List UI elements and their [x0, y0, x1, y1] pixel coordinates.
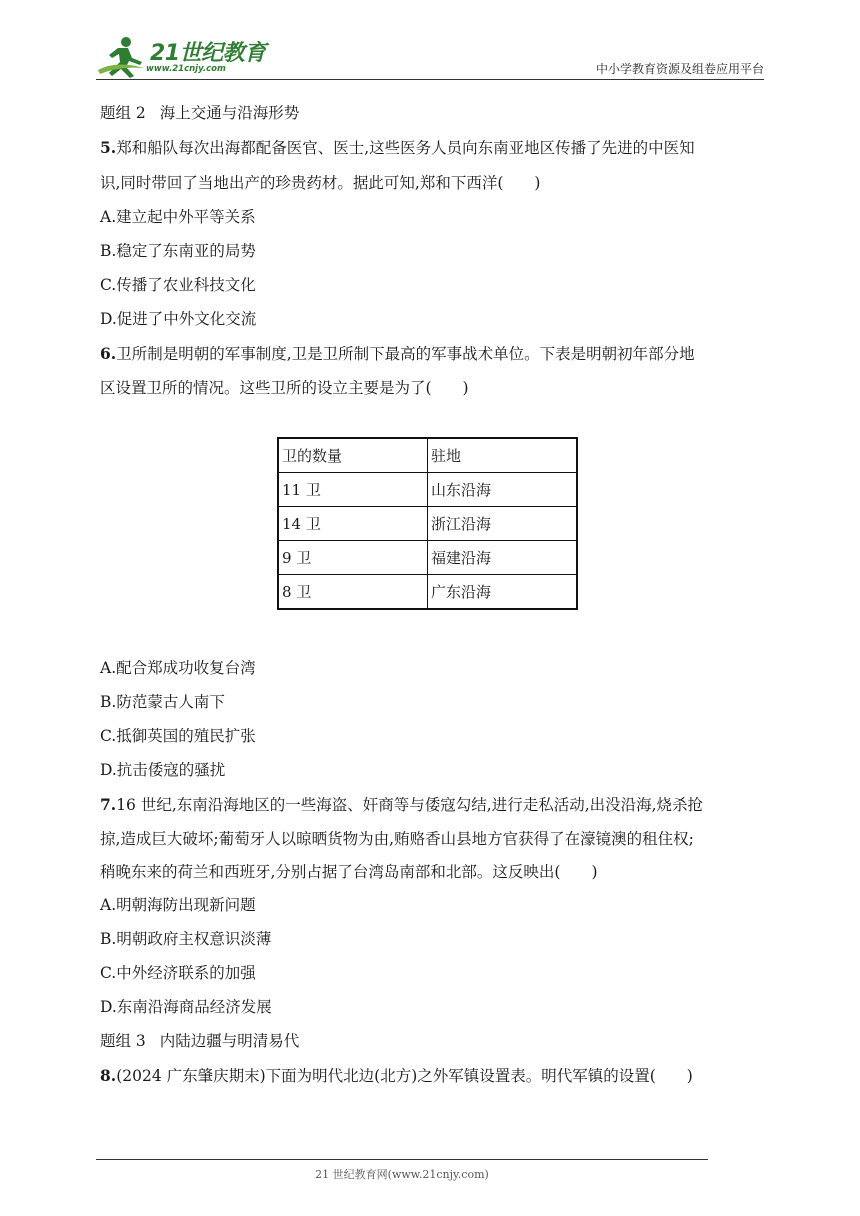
brand-url: www.21cnjy.com: [146, 64, 226, 74]
weisuo-table: [277, 437, 578, 610]
q7-stem-line2: 掠,造成巨大破坏;葡萄牙人以晾晒货物为由,贿赂香山县地方官获得了在濠镜澳的租住权;: [100, 830, 694, 848]
footer-link[interactable]: 21 世纪教育网(www.21cnjy.com): [315, 1168, 489, 1181]
group3-title: 题组 3: [100, 1032, 146, 1050]
group3-heading: [100, 1031, 299, 1051]
q5-number: 5.: [100, 138, 117, 157]
header-divider: [96, 79, 764, 80]
q5-option-d[interactable]: D.促进了中外文化交流: [100, 310, 257, 328]
q8-stem-line1: [100, 1066, 693, 1086]
table-cell: 广东沿海: [428, 575, 578, 610]
footer-divider: [96, 1159, 708, 1160]
q6-number: 6.: [100, 344, 117, 363]
q7-number: 7.: [100, 795, 117, 814]
q6-stem-line2: 区设置卫所的情况。这些卫所的设立主要是为了( ): [100, 379, 469, 397]
group2-subtitle: 海上交通与沿海形势: [159, 104, 300, 122]
q5-stem-line1: [100, 138, 695, 158]
q6-option-a[interactable]: A.配合郑成功收复台湾: [100, 659, 256, 677]
table-cell: 浙江沿海: [428, 507, 578, 541]
group3-subtitle: 内陆边疆与明清易代: [159, 1032, 300, 1050]
group2-title: 题组 2: [100, 104, 146, 122]
table-cell: 8 卫: [278, 575, 428, 610]
q8-text-line1: (2024 广东肇庆期末)下面为明代北边(北方)之外军镇设置表。明代军镇的设置( ): [116, 1067, 693, 1085]
q7-option-b[interactable]: B.明朝政府主权意识淡薄: [100, 930, 272, 948]
q5-option-c[interactable]: C.传播了农业科技文化: [100, 276, 256, 294]
table-row: [278, 575, 577, 610]
table-header-row: [278, 438, 577, 473]
q5-text-line1: 郑和船队每次出海都配备医官、医士,这些医务人员向东南亚地区传播了先进的中医知: [116, 139, 695, 157]
table-cell: 11 卫: [278, 473, 428, 507]
group2-heading: [100, 103, 299, 123]
table-row: [278, 541, 577, 575]
table-cell: 14 卫: [278, 507, 428, 541]
table-row: [278, 507, 577, 541]
q7-option-c[interactable]: C.中外经济联系的加强: [100, 964, 256, 982]
table-header-count: 卫的数量: [278, 438, 428, 473]
q7-text-line1: 16 世纪,东南沿海地区的一些海盗、奸商等与倭寇勾结,进行走私活动,出没沿海,烧杀抢: [116, 796, 704, 814]
q7-option-a[interactable]: A.明朝海防出现新问题: [100, 896, 256, 914]
q7-stem-line1: [100, 795, 703, 815]
table-row: [278, 473, 577, 507]
table-cell: 福建沿海: [428, 541, 578, 575]
table-header-location: 驻地: [428, 438, 578, 473]
q8-number: 8.: [100, 1066, 117, 1085]
platform-title: 中小学教育资源及组卷应用平台: [595, 62, 764, 76]
q6-stem-line1: [100, 344, 695, 364]
q7-option-d[interactable]: D.东南沿海商品经济发展: [100, 998, 272, 1016]
q5-option-a[interactable]: A.建立起中外平等关系: [100, 208, 256, 226]
table-cell: 山东沿海: [428, 473, 578, 507]
q6-text-line1: 卫所制是明朝的军事制度,卫是卫所制下最高的军事战术单位。下表是明朝初年部分地: [116, 345, 695, 363]
brand-name: 21世纪教育: [150, 41, 266, 66]
q6-option-b[interactable]: B.防范蒙古人南下: [100, 693, 225, 711]
q6-option-c[interactable]: C.抵御英国的殖民扩张: [100, 727, 256, 745]
q7-stem-line3: 稍晚东来的荷兰和西班牙,分别占据了台湾岛南部和北部。这反映出( ): [100, 863, 598, 881]
q5-option-b[interactable]: B.稳定了东南亚的局势: [100, 242, 256, 260]
q5-stem-line2: 识,同时带回了当地出产的珍贵药材。据此可知,郑和下西洋( ): [100, 174, 541, 192]
table-cell: 9 卫: [278, 541, 428, 575]
q6-option-d[interactable]: D.抗击倭寇的骚扰: [100, 761, 226, 779]
